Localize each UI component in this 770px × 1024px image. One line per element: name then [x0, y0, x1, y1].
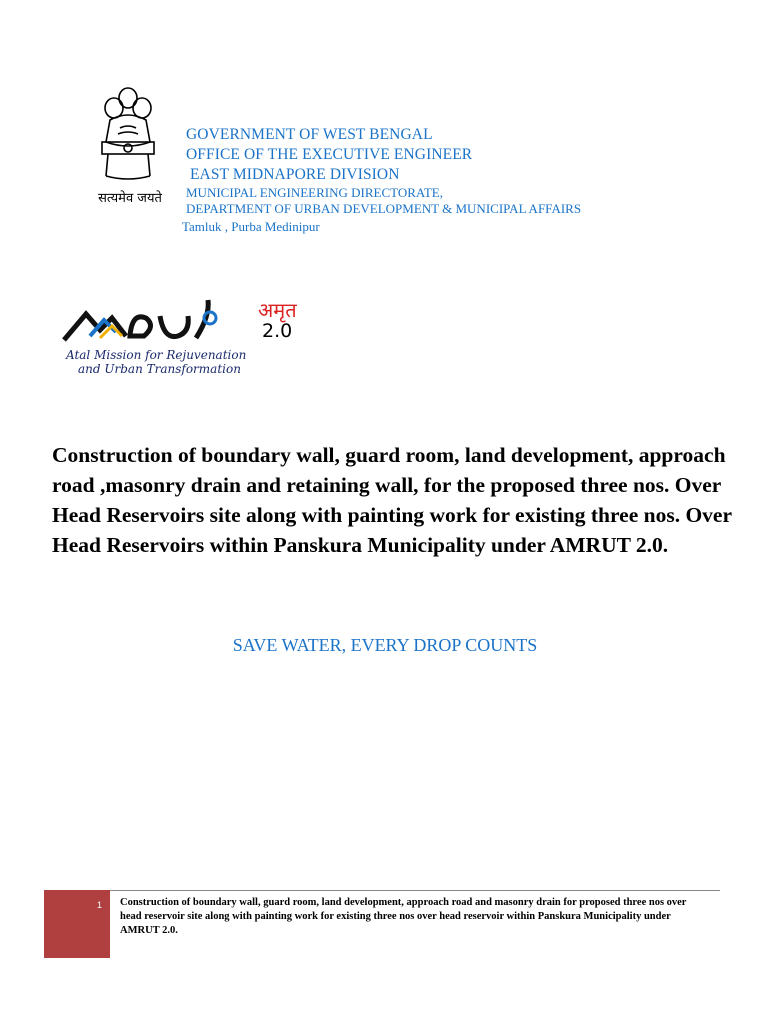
amrut-hindi: अमृत: [258, 298, 297, 322]
header-location: Tamluk , Purba Medinipur: [182, 219, 320, 234]
header-line-1: GOVERNMENT OF WEST BENGAL: [186, 126, 433, 143]
emblem: [80, 80, 180, 205]
amrut-logo-icon: [60, 296, 260, 348]
footer-page-number: 1: [96, 900, 102, 910]
footer-divider: [110, 890, 720, 891]
header-line-2: OFFICE OF THE EXECUTIVE ENGINEER: [186, 146, 473, 163]
header-subline-2: DEPARTMENT OF URBAN DEVELOPMENT & MUNICIPAL AFFAIRS: [186, 201, 582, 216]
amrut-tagline: [66, 348, 306, 376]
office-header: [182, 125, 582, 235]
emblem-motto: सत्यमेव जयते: [98, 191, 162, 206]
national-emblem-icon: [92, 80, 164, 185]
amrut-tagline-line-1: Atal Mission for Rejuvenation: [66, 348, 247, 362]
header-line-3: EAST MIDNAPORE DIVISION: [186, 166, 400, 183]
header-subline-1: MUNICIPAL ENGINEERING DIRECTORATE,: [186, 185, 443, 200]
amrut-logo: [60, 296, 320, 381]
amrut-version: 2.0: [262, 320, 293, 342]
footer-text: Construction of boundary wall, guard room, land development, approach road and masonry drain for proposed three nos over head reservoir site along with painting work for existing three nos over head reservoir within Panskura Municipality under AMRUT 2.0.: [120, 897, 687, 936]
amrut-tagline-line-2: and Urban Transformation: [78, 362, 241, 376]
slogan: SAVE WATER, EVERY DROP COUNTS: [232, 635, 538, 655]
document-title: Construction of boundary wall, guard room, land development, approach road ,masonry drain and retaining wall, for the proposed three nos. Over Head Reservoirs site along with painting work for existing three nos. Over Head Reservoirs within Panskura Municipality under AMRUT 2.0.: [52, 443, 732, 557]
